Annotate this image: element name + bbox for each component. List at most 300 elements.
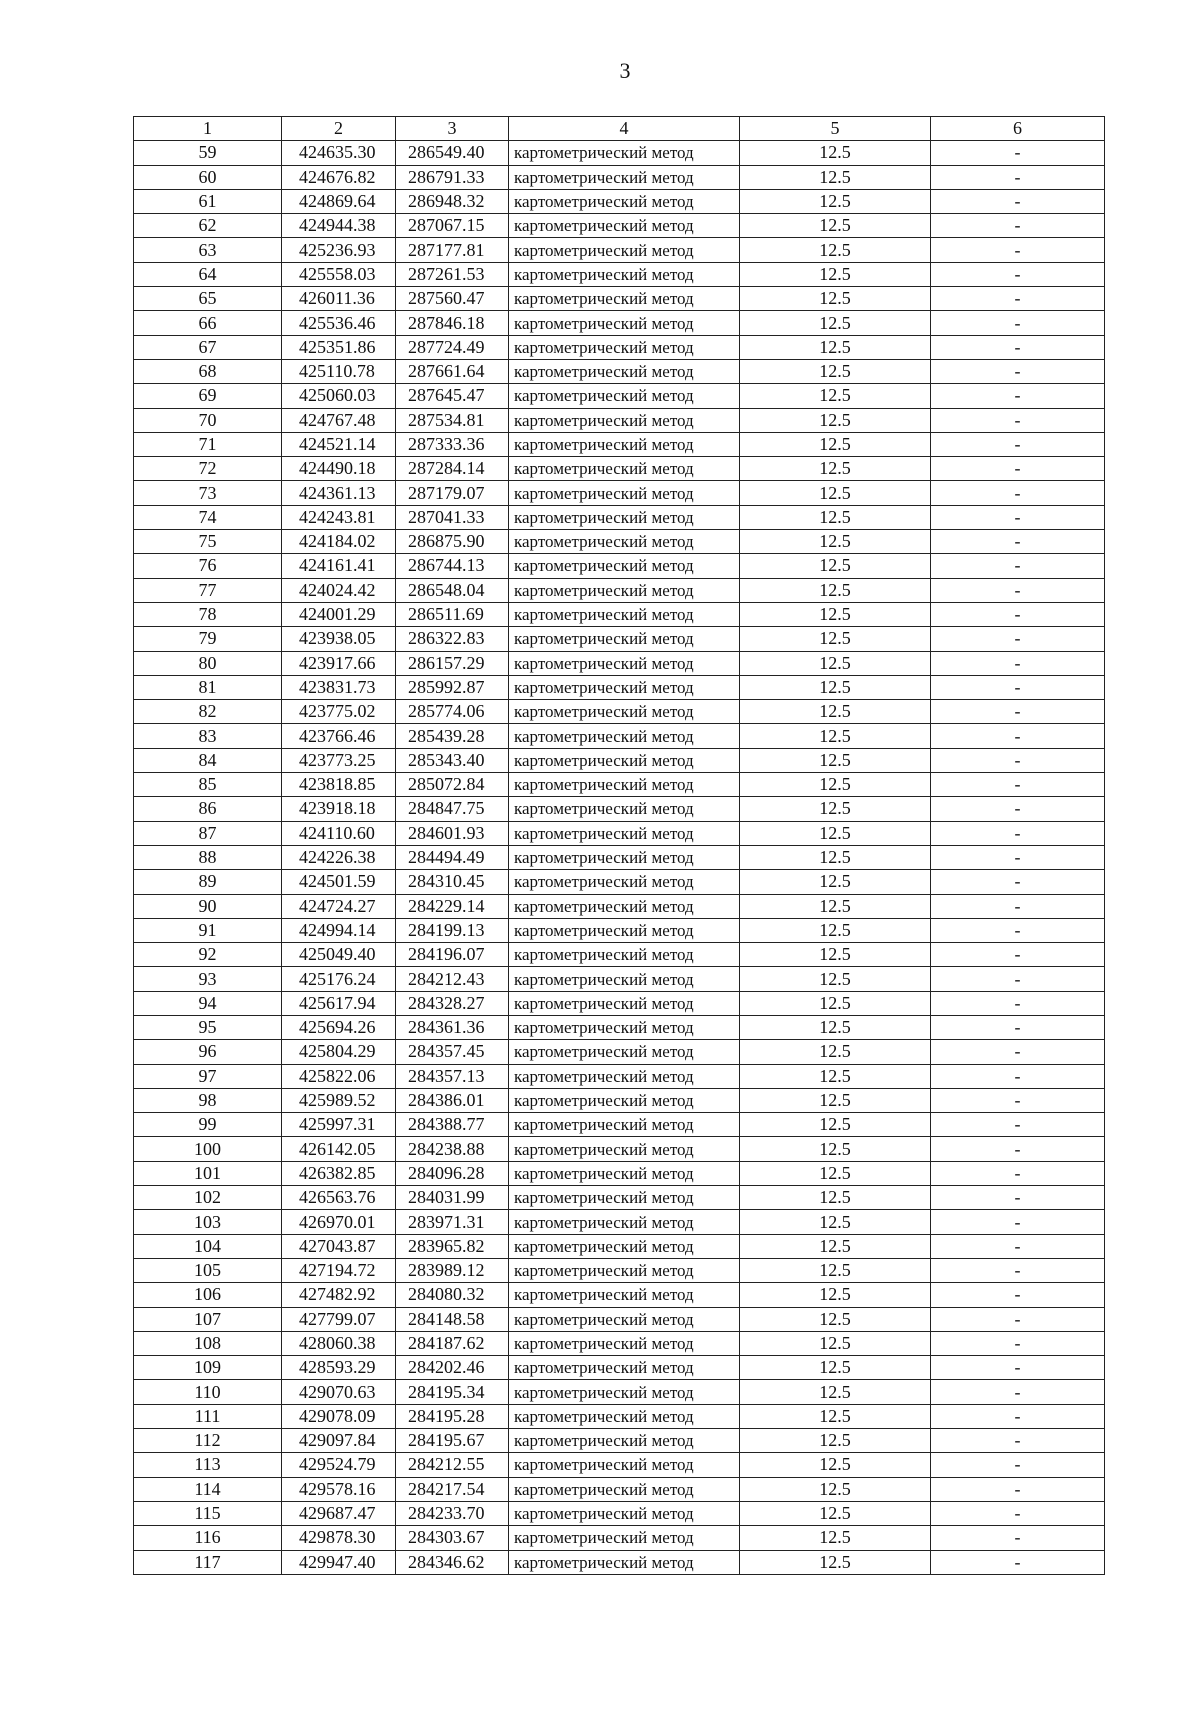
point-number-cell: 78 — [134, 602, 282, 626]
y-coordinate-cell: 285439.28 — [396, 724, 509, 748]
description-cell: - — [931, 870, 1105, 894]
table-row — [134, 1283, 1105, 1307]
table-row — [134, 189, 1105, 213]
y-coordinate-cell: 284229.14 — [396, 894, 509, 918]
method-cell: картометрический метод — [509, 1526, 740, 1550]
description-cell: - — [931, 1380, 1105, 1404]
x-coordinate-cell: 429947.40 — [282, 1550, 396, 1574]
description-cell: - — [931, 457, 1105, 481]
x-coordinate-cell: 424521.14 — [282, 432, 396, 456]
table-row — [134, 1331, 1105, 1355]
point-number-cell: 74 — [134, 505, 282, 529]
y-coordinate-cell: 287560.47 — [396, 287, 509, 311]
y-coordinate-cell: 284212.55 — [396, 1453, 509, 1477]
y-coordinate-cell: 284195.34 — [396, 1380, 509, 1404]
x-coordinate-cell: 429687.47 — [282, 1501, 396, 1525]
y-coordinate-cell: 287534.81 — [396, 408, 509, 432]
table-row — [134, 287, 1105, 311]
description-cell: - — [931, 165, 1105, 189]
table-row — [134, 724, 1105, 748]
description-cell: - — [931, 1453, 1105, 1477]
point-number-cell: 106 — [134, 1283, 282, 1307]
y-coordinate-cell: 284346.62 — [396, 1550, 509, 1574]
accuracy-cell: 12.5 — [740, 408, 931, 432]
description-cell: - — [931, 384, 1105, 408]
description-cell: - — [931, 773, 1105, 797]
x-coordinate-cell: 423818.85 — [282, 773, 396, 797]
table-row — [134, 1453, 1105, 1477]
method-cell: картометрический метод — [509, 1404, 740, 1428]
y-coordinate-cell: 284361.36 — [396, 1015, 509, 1039]
accuracy-cell: 12.5 — [740, 724, 931, 748]
method-cell: картометрический метод — [509, 335, 740, 359]
point-number-cell: 108 — [134, 1331, 282, 1355]
point-number-cell: 97 — [134, 1064, 282, 1088]
point-number-cell: 61 — [134, 189, 282, 213]
x-coordinate-cell: 423918.18 — [282, 797, 396, 821]
point-number-cell: 76 — [134, 554, 282, 578]
column-header-accuracy: 5 — [740, 117, 931, 141]
description-cell: - — [931, 1477, 1105, 1501]
accuracy-cell: 12.5 — [740, 894, 931, 918]
point-number-cell: 64 — [134, 262, 282, 286]
accuracy-cell: 12.5 — [740, 1064, 931, 1088]
point-number-cell: 63 — [134, 238, 282, 262]
x-coordinate-cell: 424635.30 — [282, 141, 396, 165]
x-coordinate-cell: 429878.30 — [282, 1526, 396, 1550]
description-cell: - — [931, 918, 1105, 942]
table-row — [134, 214, 1105, 238]
column-header-number: 1 — [134, 117, 282, 141]
accuracy-cell: 12.5 — [740, 238, 931, 262]
description-cell: - — [931, 214, 1105, 238]
x-coordinate-cell: 424161.41 — [282, 554, 396, 578]
method-cell: картометрический метод — [509, 748, 740, 772]
method-cell: картометрический метод — [509, 1040, 740, 1064]
accuracy-cell: 12.5 — [740, 1453, 931, 1477]
table-row — [134, 1477, 1105, 1501]
y-coordinate-cell: 284601.93 — [396, 821, 509, 845]
table-row — [134, 1040, 1105, 1064]
x-coordinate-cell: 425049.40 — [282, 943, 396, 967]
accuracy-cell: 12.5 — [740, 384, 931, 408]
accuracy-cell: 12.5 — [740, 1234, 931, 1258]
description-cell: - — [931, 651, 1105, 675]
point-number-cell: 112 — [134, 1429, 282, 1453]
description-cell: - — [931, 530, 1105, 554]
description-cell: - — [931, 1526, 1105, 1550]
point-number-cell: 116 — [134, 1526, 282, 1550]
accuracy-cell: 12.5 — [740, 530, 931, 554]
y-coordinate-cell: 283965.82 — [396, 1234, 509, 1258]
description-cell: - — [931, 1064, 1105, 1088]
x-coordinate-cell: 424767.48 — [282, 408, 396, 432]
x-coordinate-cell: 424724.27 — [282, 894, 396, 918]
y-coordinate-cell: 287261.53 — [396, 262, 509, 286]
description-cell: - — [931, 1550, 1105, 1574]
method-cell: картометрический метод — [509, 1088, 740, 1112]
method-cell: картометрический метод — [509, 773, 740, 797]
point-number-cell: 102 — [134, 1186, 282, 1210]
x-coordinate-cell: 423831.73 — [282, 675, 396, 699]
y-coordinate-cell: 287177.81 — [396, 238, 509, 262]
x-coordinate-cell: 424110.60 — [282, 821, 396, 845]
table-row — [134, 918, 1105, 942]
table-row — [134, 262, 1105, 286]
accuracy-cell: 12.5 — [740, 1283, 931, 1307]
point-number-cell: 80 — [134, 651, 282, 675]
description-cell: - — [931, 1015, 1105, 1039]
method-cell: картометрический метод — [509, 967, 740, 991]
point-number-cell: 93 — [134, 967, 282, 991]
y-coordinate-cell: 287661.64 — [396, 359, 509, 383]
accuracy-cell: 12.5 — [740, 432, 931, 456]
x-coordinate-cell: 425351.86 — [282, 335, 396, 359]
method-cell: картометрический метод — [509, 554, 740, 578]
y-coordinate-cell: 285343.40 — [396, 748, 509, 772]
y-coordinate-cell: 286875.90 — [396, 530, 509, 554]
accuracy-cell: 12.5 — [740, 943, 931, 967]
accuracy-cell: 12.5 — [740, 1307, 931, 1331]
accuracy-cell: 12.5 — [740, 554, 931, 578]
point-number-cell: 65 — [134, 287, 282, 311]
method-cell: картометрический метод — [509, 1550, 740, 1574]
method-cell: картометрический метод — [509, 700, 740, 724]
table-row — [134, 1429, 1105, 1453]
method-cell: картометрический метод — [509, 724, 740, 748]
y-coordinate-cell: 286322.83 — [396, 627, 509, 651]
accuracy-cell: 12.5 — [740, 870, 931, 894]
x-coordinate-cell: 423773.25 — [282, 748, 396, 772]
point-number-cell: 100 — [134, 1137, 282, 1161]
x-coordinate-cell: 425617.94 — [282, 991, 396, 1015]
accuracy-cell: 12.5 — [740, 967, 931, 991]
description-cell: - — [931, 287, 1105, 311]
description-cell: - — [931, 189, 1105, 213]
accuracy-cell: 12.5 — [740, 651, 931, 675]
point-number-cell: 67 — [134, 335, 282, 359]
method-cell: картометрический метод — [509, 1380, 740, 1404]
x-coordinate-cell: 427482.92 — [282, 1283, 396, 1307]
method-cell: картометрический метод — [509, 1453, 740, 1477]
method-cell: картометрический метод — [509, 165, 740, 189]
accuracy-cell: 12.5 — [740, 1550, 931, 1574]
table-row — [134, 408, 1105, 432]
accuracy-cell: 12.5 — [740, 1161, 931, 1185]
table-row — [134, 991, 1105, 1015]
description-cell: - — [931, 1283, 1105, 1307]
y-coordinate-cell: 284080.32 — [396, 1283, 509, 1307]
table-row — [134, 943, 1105, 967]
accuracy-cell: 12.5 — [740, 287, 931, 311]
method-cell: картометрический метод — [509, 530, 740, 554]
description-cell: - — [931, 748, 1105, 772]
table-row — [134, 165, 1105, 189]
x-coordinate-cell: 424361.13 — [282, 481, 396, 505]
table-row — [134, 141, 1105, 165]
y-coordinate-cell: 284238.88 — [396, 1137, 509, 1161]
method-cell: картометрический метод — [509, 214, 740, 238]
x-coordinate-cell: 425110.78 — [282, 359, 396, 383]
y-coordinate-cell: 287284.14 — [396, 457, 509, 481]
description-cell: - — [931, 845, 1105, 869]
accuracy-cell: 12.5 — [740, 141, 931, 165]
y-coordinate-cell: 284217.54 — [396, 1477, 509, 1501]
method-cell: картометрический метод — [509, 505, 740, 529]
table-row — [134, 675, 1105, 699]
x-coordinate-cell: 424024.42 — [282, 578, 396, 602]
description-cell: - — [931, 1234, 1105, 1258]
accuracy-cell: 12.5 — [740, 797, 931, 821]
method-cell: картометрический метод — [509, 384, 740, 408]
method-cell: картометрический метод — [509, 189, 740, 213]
table-row — [134, 1137, 1105, 1161]
point-number-cell: 85 — [134, 773, 282, 797]
x-coordinate-cell: 425997.31 — [282, 1113, 396, 1137]
table-row — [134, 1210, 1105, 1234]
x-coordinate-cell: 425236.93 — [282, 238, 396, 262]
accuracy-cell: 12.5 — [740, 359, 931, 383]
table-row — [134, 821, 1105, 845]
method-cell: картометрический метод — [509, 651, 740, 675]
column-header-description: 6 — [931, 117, 1105, 141]
point-number-cell: 72 — [134, 457, 282, 481]
table-row — [134, 1404, 1105, 1428]
table-row — [134, 1501, 1105, 1525]
point-number-cell: 94 — [134, 991, 282, 1015]
method-cell: картометрический метод — [509, 797, 740, 821]
point-number-cell: 104 — [134, 1234, 282, 1258]
method-cell: картометрический метод — [509, 1356, 740, 1380]
y-coordinate-cell: 286948.32 — [396, 189, 509, 213]
point-number-cell: 98 — [134, 1088, 282, 1112]
x-coordinate-cell: 429097.84 — [282, 1429, 396, 1453]
accuracy-cell: 12.5 — [740, 1113, 931, 1137]
method-cell: картометрический метод — [509, 1186, 740, 1210]
point-number-cell: 109 — [134, 1356, 282, 1380]
column-header-x: 2 — [282, 117, 396, 141]
x-coordinate-cell: 427194.72 — [282, 1258, 396, 1282]
x-coordinate-cell: 429078.09 — [282, 1404, 396, 1428]
x-coordinate-cell: 429524.79 — [282, 1453, 396, 1477]
point-number-cell: 75 — [134, 530, 282, 554]
accuracy-cell: 12.5 — [740, 1088, 931, 1112]
y-coordinate-cell: 286511.69 — [396, 602, 509, 626]
point-number-cell: 62 — [134, 214, 282, 238]
method-cell: картометрический метод — [509, 481, 740, 505]
description-cell: - — [931, 1113, 1105, 1137]
description-cell: - — [931, 1429, 1105, 1453]
accuracy-cell: 12.5 — [740, 457, 931, 481]
accuracy-cell: 12.5 — [740, 1258, 931, 1282]
description-cell: - — [931, 1088, 1105, 1112]
description-cell: - — [931, 408, 1105, 432]
x-coordinate-cell: 425989.52 — [282, 1088, 396, 1112]
table-row — [134, 384, 1105, 408]
description-cell: - — [931, 481, 1105, 505]
accuracy-cell: 12.5 — [740, 214, 931, 238]
table-row — [134, 1064, 1105, 1088]
description-cell: - — [931, 991, 1105, 1015]
y-coordinate-cell: 284196.07 — [396, 943, 509, 967]
point-number-cell: 91 — [134, 918, 282, 942]
table-row — [134, 1161, 1105, 1185]
table-row — [134, 311, 1105, 335]
accuracy-cell: 12.5 — [740, 1356, 931, 1380]
method-cell: картометрический метод — [509, 602, 740, 626]
description-cell: - — [931, 724, 1105, 748]
method-cell: картометрический метод — [509, 408, 740, 432]
description-cell: - — [931, 1356, 1105, 1380]
coordinates-table — [133, 116, 1105, 1575]
y-coordinate-cell: 284386.01 — [396, 1088, 509, 1112]
point-number-cell: 110 — [134, 1380, 282, 1404]
description-cell: - — [931, 700, 1105, 724]
table-row — [134, 1380, 1105, 1404]
method-cell: картометрический метод — [509, 1161, 740, 1185]
point-number-cell: 84 — [134, 748, 282, 772]
method-cell: картометрический метод — [509, 238, 740, 262]
y-coordinate-cell: 284096.28 — [396, 1161, 509, 1185]
point-number-cell: 115 — [134, 1501, 282, 1525]
point-number-cell: 114 — [134, 1477, 282, 1501]
table-row — [134, 481, 1105, 505]
method-cell: картометрический метод — [509, 578, 740, 602]
description-cell: - — [931, 432, 1105, 456]
point-number-cell: 77 — [134, 578, 282, 602]
y-coordinate-cell: 286157.29 — [396, 651, 509, 675]
method-cell: картометрический метод — [509, 311, 740, 335]
table-row — [134, 554, 1105, 578]
y-coordinate-cell: 286549.40 — [396, 141, 509, 165]
x-coordinate-cell: 424001.29 — [282, 602, 396, 626]
x-coordinate-cell: 425536.46 — [282, 311, 396, 335]
point-number-cell: 66 — [134, 311, 282, 335]
accuracy-cell: 12.5 — [740, 700, 931, 724]
x-coordinate-cell: 428593.29 — [282, 1356, 396, 1380]
table-row — [134, 773, 1105, 797]
y-coordinate-cell: 284357.13 — [396, 1064, 509, 1088]
method-cell: картометрический метод — [509, 894, 740, 918]
accuracy-cell: 12.5 — [740, 1210, 931, 1234]
point-number-cell: 81 — [134, 675, 282, 699]
method-cell: картометрический метод — [509, 1283, 740, 1307]
x-coordinate-cell: 425060.03 — [282, 384, 396, 408]
table-row — [134, 651, 1105, 675]
accuracy-cell: 12.5 — [740, 991, 931, 1015]
x-coordinate-cell: 424501.59 — [282, 870, 396, 894]
description-cell: - — [931, 1210, 1105, 1234]
y-coordinate-cell: 284195.28 — [396, 1404, 509, 1428]
method-cell: картометрический метод — [509, 287, 740, 311]
x-coordinate-cell: 426142.05 — [282, 1137, 396, 1161]
table-row — [134, 530, 1105, 554]
y-coordinate-cell: 284031.99 — [396, 1186, 509, 1210]
point-number-cell: 82 — [134, 700, 282, 724]
method-cell: картометрический метод — [509, 1307, 740, 1331]
y-coordinate-cell: 286791.33 — [396, 165, 509, 189]
y-coordinate-cell: 284494.49 — [396, 845, 509, 869]
point-number-cell: 68 — [134, 359, 282, 383]
y-coordinate-cell: 284310.45 — [396, 870, 509, 894]
method-cell: картометрический метод — [509, 675, 740, 699]
method-cell: картометрический метод — [509, 943, 740, 967]
table-row — [134, 1186, 1105, 1210]
y-coordinate-cell: 284148.58 — [396, 1307, 509, 1331]
method-cell: картометрический метод — [509, 1015, 740, 1039]
table-row — [134, 1356, 1105, 1380]
y-coordinate-cell: 284187.62 — [396, 1331, 509, 1355]
method-cell: картометрический метод — [509, 1258, 740, 1282]
description-cell: - — [931, 675, 1105, 699]
table-row — [134, 894, 1105, 918]
y-coordinate-cell: 284199.13 — [396, 918, 509, 942]
x-coordinate-cell: 424490.18 — [282, 457, 396, 481]
table-body — [134, 141, 1105, 1575]
description-cell: - — [931, 505, 1105, 529]
point-number-cell: 107 — [134, 1307, 282, 1331]
y-coordinate-cell: 285774.06 — [396, 700, 509, 724]
method-cell: картометрический метод — [509, 918, 740, 942]
description-cell: - — [931, 1137, 1105, 1161]
description-cell: - — [931, 627, 1105, 651]
description-cell: - — [931, 141, 1105, 165]
accuracy-cell: 12.5 — [740, 262, 931, 286]
y-coordinate-cell: 285072.84 — [396, 773, 509, 797]
method-cell: картометрический метод — [509, 1137, 740, 1161]
x-coordinate-cell: 424243.81 — [282, 505, 396, 529]
y-coordinate-cell: 287179.07 — [396, 481, 509, 505]
x-coordinate-cell: 425694.26 — [282, 1015, 396, 1039]
method-cell: картометрический метод — [509, 359, 740, 383]
x-coordinate-cell: 427799.07 — [282, 1307, 396, 1331]
table-row — [134, 238, 1105, 262]
y-coordinate-cell: 284357.45 — [396, 1040, 509, 1064]
point-number-cell: 69 — [134, 384, 282, 408]
accuracy-cell: 12.5 — [740, 165, 931, 189]
description-cell: - — [931, 797, 1105, 821]
x-coordinate-cell: 426382.85 — [282, 1161, 396, 1185]
x-coordinate-cell: 425176.24 — [282, 967, 396, 991]
method-cell: картометрический метод — [509, 627, 740, 651]
x-coordinate-cell: 429578.16 — [282, 1477, 396, 1501]
header-row — [134, 117, 1105, 141]
page-number: 3 — [619, 58, 631, 83]
x-coordinate-cell: 428060.38 — [282, 1331, 396, 1355]
description-cell: - — [931, 1186, 1105, 1210]
table-row — [134, 602, 1105, 626]
description-cell: - — [931, 311, 1105, 335]
accuracy-cell: 12.5 — [740, 578, 931, 602]
y-coordinate-cell: 285992.87 — [396, 675, 509, 699]
table-row — [134, 1088, 1105, 1112]
y-coordinate-cell: 283971.31 — [396, 1210, 509, 1234]
accuracy-cell: 12.5 — [740, 1380, 931, 1404]
y-coordinate-cell: 284233.70 — [396, 1501, 509, 1525]
point-number-cell: 92 — [134, 943, 282, 967]
method-cell: картометрический метод — [509, 1501, 740, 1525]
x-coordinate-cell: 424226.38 — [282, 845, 396, 869]
y-coordinate-cell: 284303.67 — [396, 1526, 509, 1550]
table-row — [134, 797, 1105, 821]
table-row — [134, 359, 1105, 383]
table-row — [134, 845, 1105, 869]
method-cell: картометрический метод — [509, 991, 740, 1015]
description-cell: - — [931, 1404, 1105, 1428]
accuracy-cell: 12.5 — [740, 481, 931, 505]
table-row — [134, 748, 1105, 772]
method-cell: картометрический метод — [509, 457, 740, 481]
